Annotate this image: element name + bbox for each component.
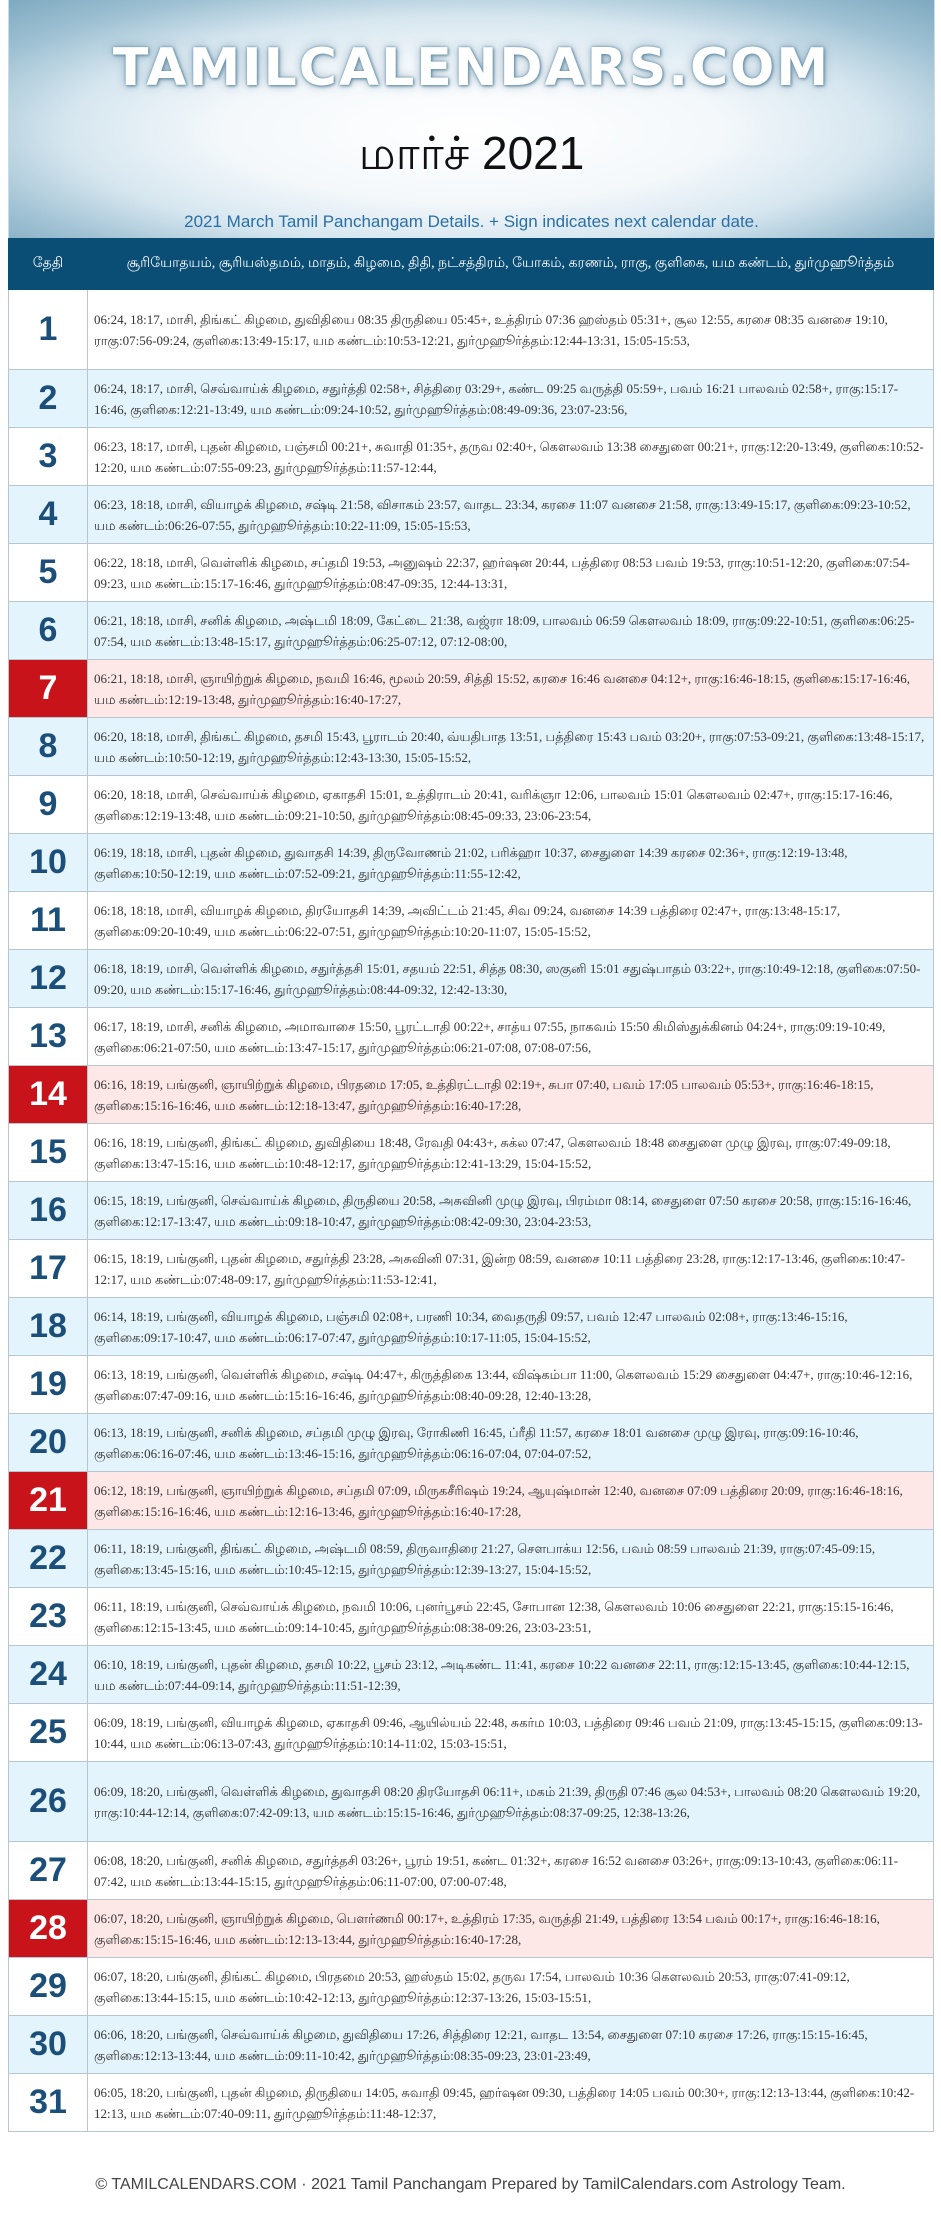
panchangam-details: 06:15, 18:19, பங்குனி, செவ்வாய்க் கிழமை, திருதியை 20:58, அசுவினி முழு இரவு, பிரம்மா 08:14, சைதுளை 07:50 கரசை 20:58, ராகு:15:16-16:46, குளிகை:12:17-13:47, யம கண்டம்:09:18-10:47, துர்முஹூர்த்தம்:08:42-09:30, 23:04-23:53, [88, 1182, 934, 1240]
date-number: 8 [9, 718, 88, 776]
panchangam-table [8, 238, 934, 2132]
panchangam-details: 06:13, 18:19, பங்குனி, வெள்ளிக் கிழமை, சஷ்டி 04:47+, கிருத்திகை 13:44, விஷ்கம்பா 11:00, கௌலவம் 15:29 சைதுளை 04:47+, ராகு:10:46-12:16, குளிகை:07:47-09:16, யம கண்டம்:15:16-16:46, துர்முஹூர்த்தம்:08:40-09:28, 12:40-13:28, [88, 1356, 934, 1414]
table-header-row [9, 239, 934, 290]
panchangam-details: 06:24, 18:17, மாசி, திங்கட் கிழமை, துவிதியை 08:35 திருதியை 05:45+, உத்திரம் 07:36 ஹஸ்தம் 05:31+, சூல 12:55, கரசை 08:35 வனசை 19:10, ராகு:07:56-09:24, குளிகை:13:49-15:17, யம கண்டம்:10:53-12:21, துர்முஹூர்த்தம்:12:44-13:31, 15:05-15:53, [88, 290, 934, 370]
table-row [9, 718, 934, 776]
date-number: 26 [9, 1762, 88, 1842]
date-number: 31 [9, 2074, 88, 2132]
date-number: 23 [9, 1588, 88, 1646]
table-row [9, 2016, 934, 2074]
panchangam-details: 06:09, 18:20, பங்குனி, வெள்ளிக் கிழமை, துவாதசி 08:20 திரயோதசி 06:11+, மகம் 21:39, திருதி 07:46 சூல 04:53+, பாலவம் 08:20 கௌலவம் 19:20, ராகு:10:44-12:14, குளிகை:07:42-09:13, யம கண்டம்:15:15-16:46, துர்முஹூர்த்தம்:08:37-09:25, 12:38-13:26, [88, 1762, 934, 1842]
panchangam-details: 06:20, 18:18, மாசி, செவ்வாய்க் கிழமை, ஏகாதசி 15:01, உத்திராடம் 20:41, வரிக்ஞா 12:06, பாலவம் 15:01 கௌலவம் 02:47+, ராகு:15:17-16:46, குளிகை:12:19-13:48, யம கண்டம்:09:21-10:50, துர்முஹூர்த்தம்:08:45-09:33, 23:06-23:54, [88, 776, 934, 834]
panchangam-details: 06:08, 18:20, பங்குனி, சனிக் கிழமை, சதுர்த்தசி 03:26+, பூரம் 19:51, கண்ட 01:32+, கரசை 16:52 வனசை 03:26+, ராகு:09:13-10:43, குளிகை:06:11-07:42, யம கண்டம்:13:44-15:15, துர்முஹூர்த்தம்:06:11-07:00, 07:00-07:48, [88, 1842, 934, 1900]
table-row [9, 1900, 934, 1958]
panchangam-details: 06:06, 18:20, பங்குனி, செவ்வாய்க் கிழமை, துவிதியை 17:26, சித்திரை 12:21, வாதட 13:54, சைதுளை 07:10 கரசை 17:26, ராகு:15:15-16:45, குளிகை:12:13-13:44, யம கண்டம்:09:11-10:42, துர்முஹூர்த்தம்:08:35-09:23, 23:01-23:49, [88, 2016, 934, 2074]
date-number: 9 [9, 776, 88, 834]
date-number: 2 [9, 370, 88, 428]
site-logo[interactable]: TAMILCALENDARS.COM [112, 38, 831, 98]
footer-copyright: © TAMILCALENDARS.COM · 2021 Tamil Panchangam Prepared by TamilCalendars.com Astrology Team. [8, 2155, 933, 2215]
date-number: 14 [9, 1066, 88, 1124]
date-number: 10 [9, 834, 88, 892]
table-row [9, 776, 934, 834]
date-number: 22 [9, 1530, 88, 1588]
date-number: 29 [9, 1958, 88, 2016]
panchangam-details: 06:22, 18:18, மாசி, வெள்ளிக் கிழமை, சப்தமி 19:53, அனுஷம் 22:37, ஹர்ஷன 20:44, பத்திரை 08:53 பவம் 19:53, ராகு:10:51-12:20, குளிகை:07:54-09:23, யம கண்டம்:15:17-16:46, துர்முஹூர்த்தம்:08:47-09:35, 12:44-13:31, [88, 544, 934, 602]
date-number: 19 [9, 1356, 88, 1414]
panchangam-details: 06:05, 18:20, பங்குனி, புதன் கிழமை, திருதியை 14:05, சுவாதி 09:45, ஹர்ஷன 09:30, பத்திரை 14:05 பவம் 00:30+, ராகு:12:13-13:44, குளிகை:10:42-12:13, யம கண்டம்:07:40-09:11, துர்முஹூர்த்தம்:11:48-12:37, [88, 2074, 934, 2132]
panchangam-details: 06:20, 18:18, மாசி, திங்கட் கிழமை, தசமி 15:43, பூராடம் 20:40, வ்யதிபாத 13:51, பத்திரை 15:43 பவம் 03:20+, ராகு:07:53-09:21, குளிகை:13:48-15:17, யம கண்டம்:10:50-12:19, துர்முஹூர்த்தம்:12:43-13:30, 15:05-15:52, [88, 718, 934, 776]
date-number: 18 [9, 1298, 88, 1356]
panchangam-details: 06:23, 18:18, மாசி, வியாழக் கிழமை, சஷ்டி 21:58, விசாகம் 23:57, வாதட 23:34, கரசை 11:07 வனசை 21:58, ராகு:13:49-15:17, குளிகை:09:23-10:52, யம கண்டம்:06:26-07:55, துர்முஹூர்த்தம்:10:22-11:09, 15:05-15:53, [88, 486, 934, 544]
table-row [9, 1124, 934, 1182]
panchangam-details: 06:11, 18:19, பங்குனி, செவ்வாய்க் கிழமை, நவமி 10:06, புனர்பூசம் 22:45, சோபான 12:38, கௌலவம் 10:06 சைதுளை 22:21, ராகு:15:15-16:46, குளிகை:12:15-13:45, யம கண்டம்:09:14-10:45, துர்முஹூர்த்தம்:08:38-09:26, 23:03-23:51, [88, 1588, 934, 1646]
table-row [9, 2074, 934, 2132]
panchangam-details: 06:23, 18:17, மாசி, புதன் கிழமை, பஞ்சமி 00:21+, சுவாதி 01:35+, தருவ 02:40+, கௌலவம் 13:38 சைதுளை 00:21+, ராகு:12:20-13:49, குளிகை:10:52-12:20, யம கண்டம்:07:55-09:23, துர்முஹூர்த்தம்:11:57-12:44, [88, 428, 934, 486]
date-number: 11 [9, 892, 88, 950]
panchangam-details: 06:11, 18:19, பங்குனி, திங்கட் கிழமை, அஷ்டமி 08:59, திருவாதிரை 21:27, சௌபாக்ய 12:56, பவம் 08:59 பாலவம் 21:39, ராகு:07:45-09:15, குளிகை:13:45-15:16, யம கண்டம்:10:45-12:15, துர்முஹூர்த்தம்:12:39-13:27, 15:04-15:52, [88, 1530, 934, 1588]
date-number: 4 [9, 486, 88, 544]
date-number: 1 [9, 290, 88, 370]
header-banner [8, 0, 935, 238]
table-body [9, 290, 934, 2132]
table-row [9, 1008, 934, 1066]
table-row [9, 544, 934, 602]
panchangam-details: 06:12, 18:19, பங்குனி, ஞாயிற்றுக் கிழமை, சப்தமி 07:09, மிருகசீரிஷம் 19:24, ஆயுஷ்மான் 12:40, வனசை 07:09 பத்திரை 20:09, ராகு:16:46-18:16, குளிகை:15:16-16:46, யம கண்டம்:12:16-13:46, துர்முஹூர்த்தம்:16:40-17:28, [88, 1472, 934, 1530]
column-header-details: சூரியோதயம், சூரியஸ்தமம், மாதம், கிழமை, திதி, நட்சத்திரம், யோகம், கரணம், ராகு, குளிகை, யம கண்டம், துர்முஹூர்த்தம் [88, 239, 934, 290]
table-row [9, 1182, 934, 1240]
date-number: 30 [9, 2016, 88, 2074]
table-row [9, 1356, 934, 1414]
date-number: 21 [9, 1472, 88, 1530]
panchangam-details: 06:07, 18:20, பங்குனி, ஞாயிற்றுக் கிழமை, பௌர்ணமி 00:17+, உத்திரம் 17:35, வருத்தி 21:49, பத்திரை 13:54 பவம் 00:17+, ராகு:16:46-18:16, குளிகை:15:15-16:46, யம கண்டம்:12:13-13:44, துர்முஹூர்த்தம்:16:40-17:28, [88, 1900, 934, 1958]
date-number: 12 [9, 950, 88, 1008]
table-row [9, 602, 934, 660]
date-number: 5 [9, 544, 88, 602]
table-row [9, 1240, 934, 1298]
table-row [9, 660, 934, 718]
panchangam-details: 06:18, 18:18, மாசி, வியாழக் கிழமை, திரயோதசி 14:39, அவிட்டம் 21:45, சிவ 09:24, வனசை 14:39 பத்திரை 02:47+, ராகு:13:48-15:17, குளிகை:09:20-10:49, யம கண்டம்:06:22-07:51, துர்முஹூர்த்தம்:10:20-11:07, 15:05-15:52, [88, 892, 934, 950]
month-title: மார்ச் 2021 [358, 127, 585, 179]
date-number: 3 [9, 428, 88, 486]
table-row [9, 1588, 934, 1646]
table-row [9, 1066, 934, 1124]
table-row [9, 892, 934, 950]
page-subtitle: 2021 March Tamil Panchangam Details. + Sign indicates next calendar date. [184, 212, 759, 231]
date-number: 28 [9, 1900, 88, 1958]
table-row [9, 834, 934, 892]
date-number: 25 [9, 1704, 88, 1762]
date-number: 27 [9, 1842, 88, 1900]
panchangam-details: 06:17, 18:19, மாசி, சனிக் கிழமை, அமாவாசை 15:50, பூரட்டாதி 00:22+, சாத்ய 07:55, நாகவம் 15:50 கிமிஸ்துக்கினம் 04:24+, ராகு:09:19-10:49, குளிகை:06:21-07:50, யம கண்டம்:13:47-15:17, துர்முஹூர்த்தம்:06:21-07:08, 07:08-07:56, [88, 1008, 934, 1066]
panchangam-details: 06:07, 18:20, பங்குனி, திங்கட் கிழமை, பிரதமை 20:53, ஹஸ்தம் 15:02, தருவ 17:54, பாலவம் 10:36 கௌலவம் 20:53, ராகு:07:41-09:12, குளிகை:13:44-15:15, யம கண்டம்:10:42-12:13, துர்முஹூர்த்தம்:12:37-13:26, 15:03-15:51, [88, 1958, 934, 2016]
panchangam-details: 06:16, 18:19, பங்குனி, ஞாயிற்றுக் கிழமை, பிரதமை 17:05, உத்திரட்டாதி 02:19+, சுபா 07:40, பவம் 17:05 பாலவம் 05:53+, ராகு:16:46-18:15, குளிகை:15:16-16:46, யம கண்டம்:12:18-13:47, துர்முஹூர்த்தம்:16:40-17:28, [88, 1066, 934, 1124]
panchangam-details: 06:21, 18:18, மாசி, ஞாயிற்றுக் கிழமை, நவமி 16:46, மூலம் 20:59, சித்தி 15:52, கரசை 16:46 வனசை 04:12+, ராகு:16:46-18:15, குளிகை:15:17-16:46, யம கண்டம்:12:19-13:48, துர்முஹூர்த்தம்:16:40-17:27, [88, 660, 934, 718]
table-row [9, 290, 934, 370]
table-row [9, 1704, 934, 1762]
date-number: 20 [9, 1414, 88, 1472]
table-row [9, 1472, 934, 1530]
table-row [9, 370, 934, 428]
table-row [9, 428, 934, 486]
table-row [9, 1842, 934, 1900]
panchangam-details: 06:09, 18:19, பங்குனி, வியாழக் கிழமை, ஏகாதசி 09:46, ஆயில்யம் 22:48, சுகர்ம 10:03, பத்திரை 09:46 பவம் 21:09, ராகு:13:45-15:15, குளிகை:09:13-10:44, யம கண்டம்:06:13-07:43, துர்முஹூர்த்தம்:10:14-11:02, 15:03-15:51, [88, 1704, 934, 1762]
table-row [9, 1298, 934, 1356]
table-row [9, 1530, 934, 1588]
date-number: 17 [9, 1240, 88, 1298]
date-number: 24 [9, 1646, 88, 1704]
panchangam-details: 06:18, 18:19, மாசி, வெள்ளிக் கிழமை, சதுர்த்தசி 15:01, சதயம் 22:51, சித்த 08:30, ஸகுனி 15:01 சதுஷ்பாதம் 03:22+, ராகு:10:49-12:18, குளிகை:07:50-09:20, யம கண்டம்:15:17-16:46, துர்முஹூர்த்தம்:08:44-09:32, 12:42-13:30, [88, 950, 934, 1008]
panchangam-details: 06:21, 18:18, மாசி, சனிக் கிழமை, அஷ்டமி 18:09, கேட்டை 21:38, வஜ்ரா 18:09, பாலவம் 06:59 கௌலவம் 18:09, ராகு:09:22-10:51, குளிகை:06:25-07:54, யம கண்டம்:13:48-15:17, துர்முஹூர்த்தம்:06:25-07:12, 07:12-08:00, [88, 602, 934, 660]
date-number: 7 [9, 660, 88, 718]
panchangam-details: 06:14, 18:19, பங்குனி, வியாழக் கிழமை, பஞ்சமி 02:08+, பரணி 10:34, வைதருதி 09:57, பவம் 12:47 பாலவம் 02:08+, ராகு:13:46-15:16, குளிகை:09:17-10:47, யம கண்டம்:06:17-07:47, துர்முஹூர்த்தம்:10:17-11:05, 15:04-15:52, [88, 1298, 934, 1356]
date-number: 15 [9, 1124, 88, 1182]
table-row [9, 1646, 934, 1704]
panchangam-details: 06:13, 18:19, பங்குனி, சனிக் கிழமை, சப்தமி முழு இரவு, ரோகிணி 16:45, ப்ரீதி 11:57, கரசை 18:01 வனசை முழு இரவு, ராகு:09:16-10:46, குளிகை:06:16-07:46, யம கண்டம்:13:46-15:16, துர்முஹூர்த்தம்:06:16-07:04, 07:04-07:52, [88, 1414, 934, 1472]
table-row [9, 1762, 934, 1842]
panchangam-details: 06:19, 18:18, மாசி, புதன் கிழமை, துவாதசி 14:39, திருவோணம் 21:02, பரிக்ஹா 10:37, சைதுளை 14:39 கரசை 02:36+, ராகு:12:19-13:48, குளிகை:10:50-12:19, யம கண்டம்:07:52-09:21, துர்முஹூர்த்தம்:11:55-12:42, [88, 834, 934, 892]
date-number: 6 [9, 602, 88, 660]
date-number: 13 [9, 1008, 88, 1066]
column-header-date: தேதி [9, 239, 88, 290]
table-row [9, 486, 934, 544]
date-number: 16 [9, 1182, 88, 1240]
table-row [9, 1414, 934, 1472]
panchangam-details: 06:15, 18:19, பங்குனி, புதன் கிழமை, சதுர்த்தி 23:28, அசுவினி 07:31, இன்ற 08:59, வனசை 10:11 பத்திரை 23:28, ராகு:12:17-13:46, குளிகை:10:47-12:17, யம கண்டம்:07:48-09:17, துர்முஹூர்த்தம்:11:53-12:41, [88, 1240, 934, 1298]
panchangam-details: 06:10, 18:19, பங்குனி, புதன் கிழமை, தசமி 10:22, பூசம் 23:12, அடிகண்ட 11:41, கரசை 10:22 வனசை 22:11, ராகு:12:15-13:45, குளிகை:10:44-12:15, யம கண்டம்:07:44-09:14, துர்முஹூர்த்தம்:11:51-12:39, [88, 1646, 934, 1704]
panchangam-details: 06:16, 18:19, பங்குனி, திங்கட் கிழமை, துவிதியை 18:48, ரேவதி 04:43+, சுக்ல 07:47, கௌலவம் 18:48 சைதுளை முழு இரவு, ராகு:07:49-09:18, குளிகை:13:47-15:16, யம கண்டம்:10:48-12:17, துர்முஹூர்த்தம்:12:41-13:29, 15:04-15:52, [88, 1124, 934, 1182]
table-row [9, 1958, 934, 2016]
panchangam-details: 06:24, 18:17, மாசி, செவ்வாய்க் கிழமை, சதுர்த்தி 02:58+, சித்திரை 03:29+, கண்ட 09:25 வருத்தி 05:59+, பவம் 16:21 பாலவம் 02:58+, ராகு:15:17-16:46, குளிகை:12:21-13:49, யம கண்டம்:09:24-10:52, துர்முஹூர்த்தம்:08:49-09:36, 23:07-23:56, [88, 370, 934, 428]
table-row [9, 950, 934, 1008]
